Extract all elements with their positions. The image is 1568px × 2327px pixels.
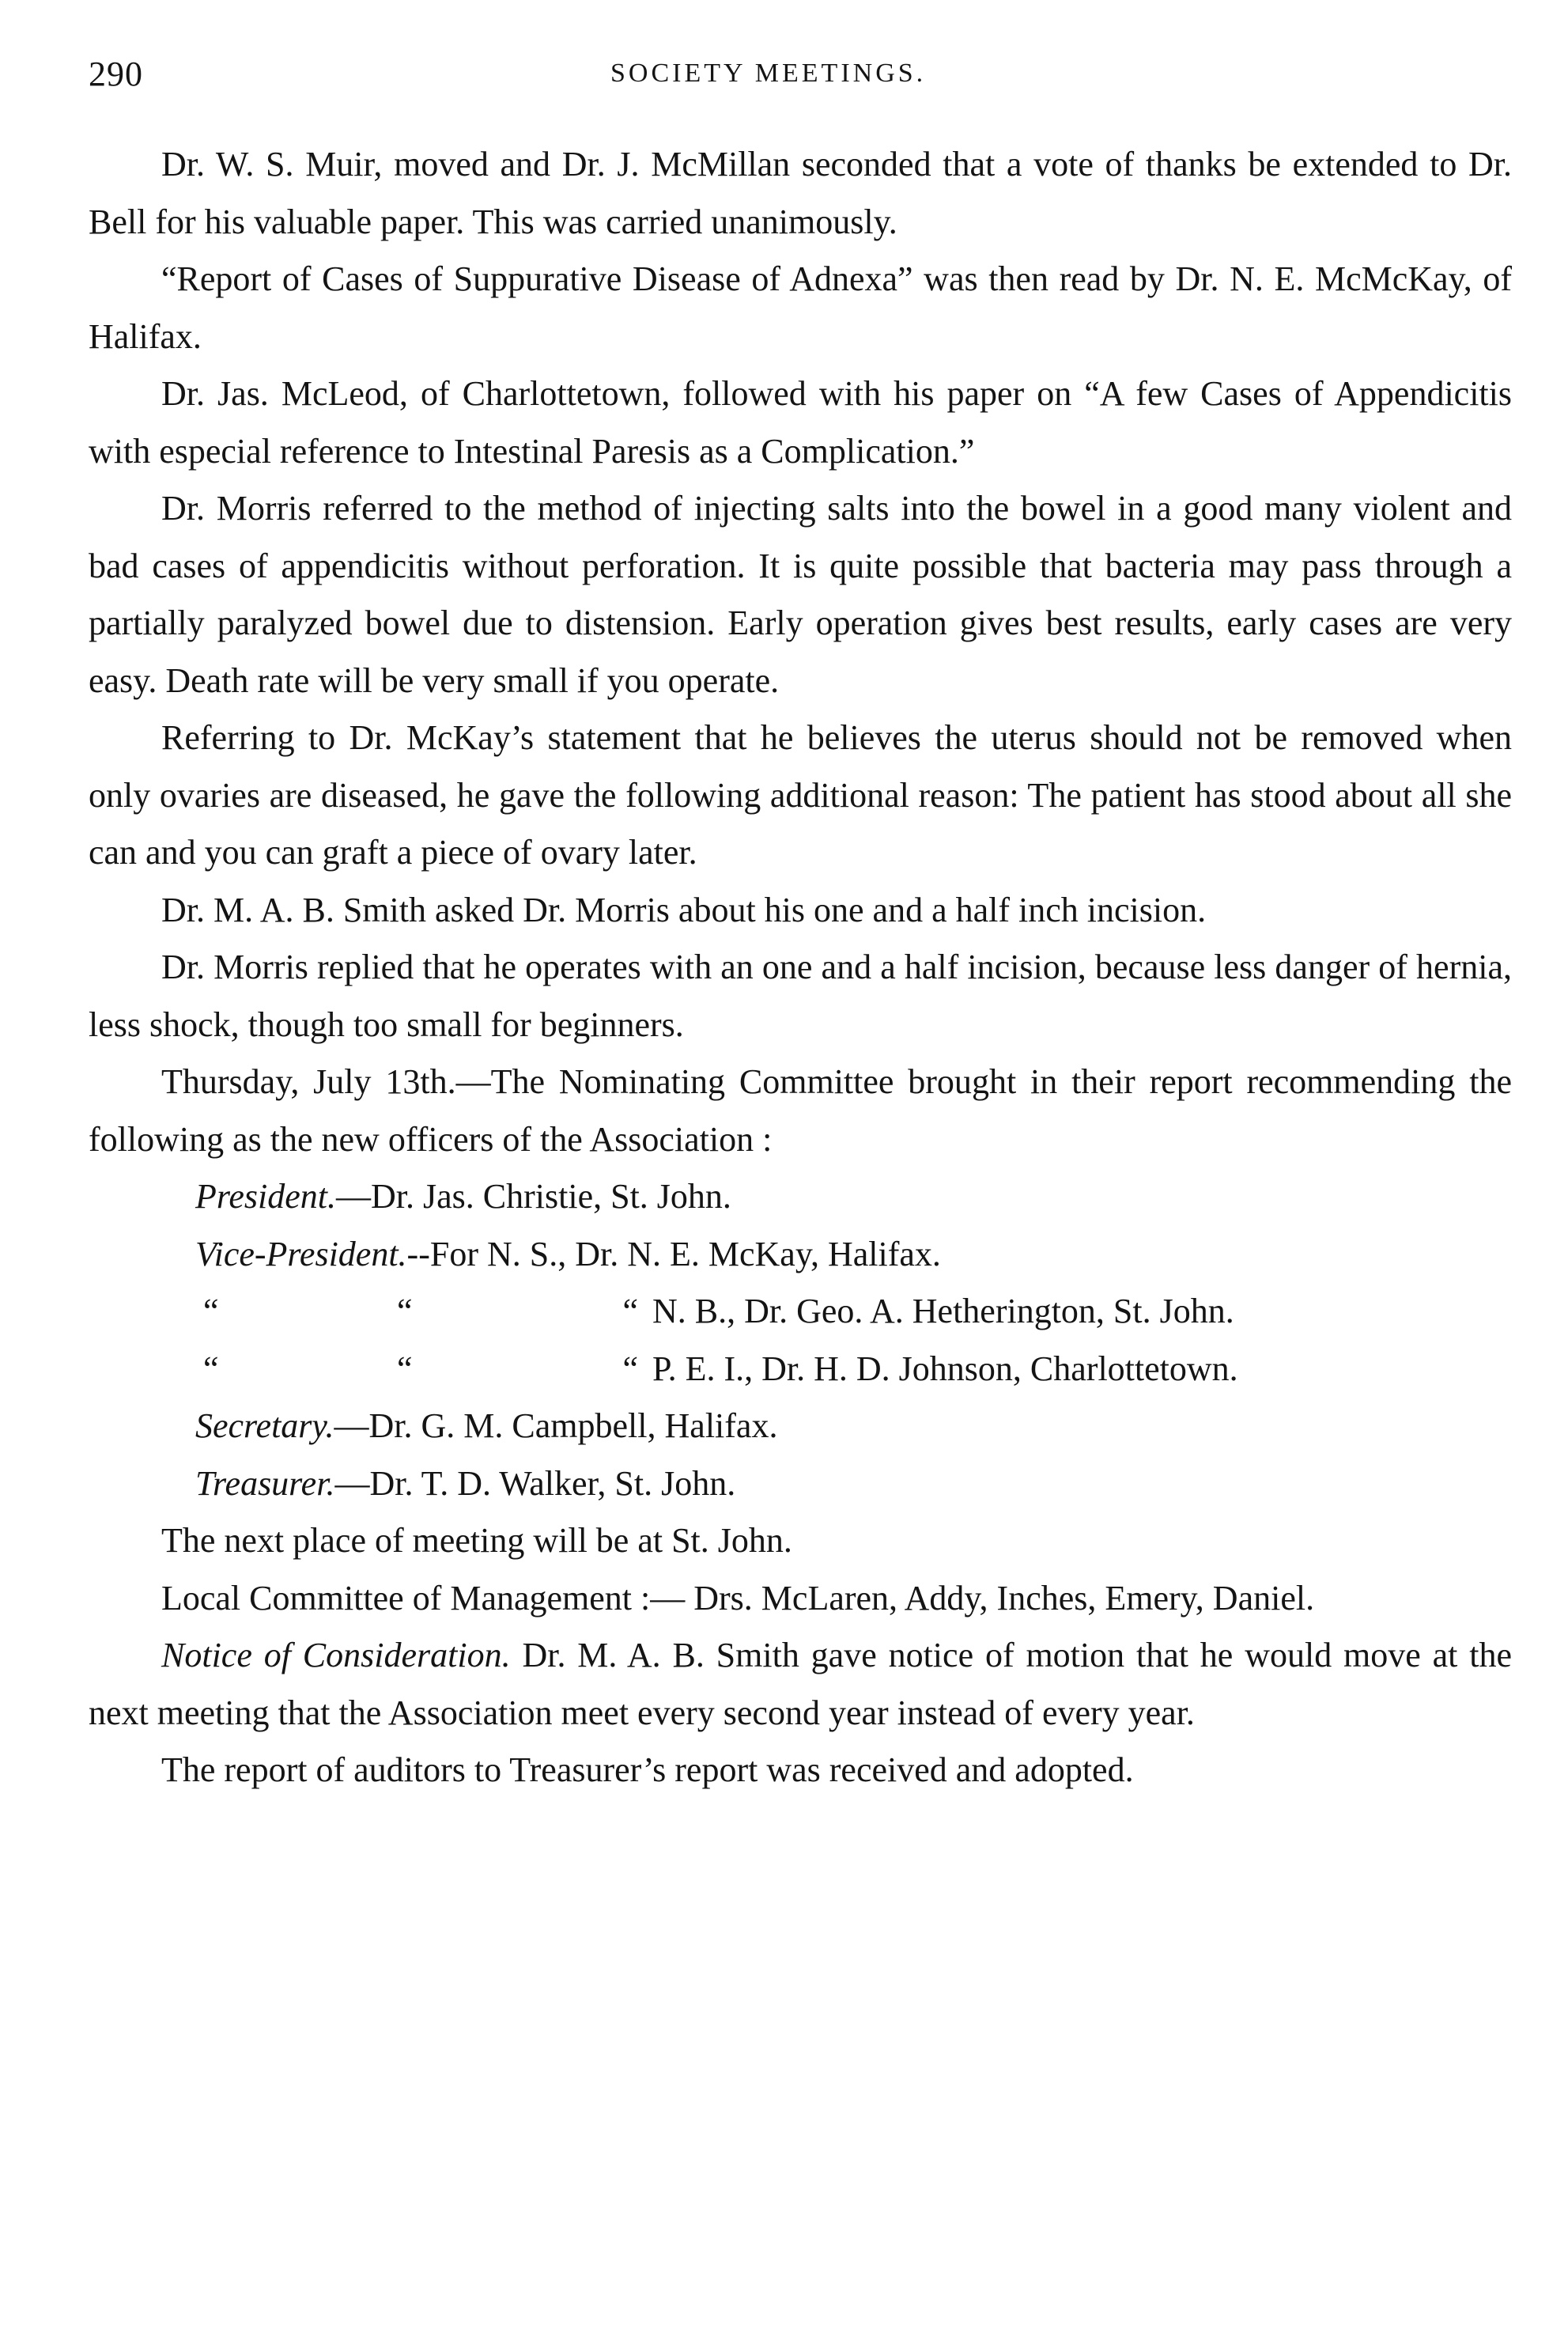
notice-label: Notice of Consideration.: [161, 1636, 511, 1674]
paragraph-nominating-committee: Thursday, July 13th.—The Nominating Committee brought in their report recommending the following as the new officers of the Association :: [89, 1062, 1512, 1159]
paragraph-mckay-uterus: Referring to Dr. McKay’s statement that he believes the uterus should not be removed when only ovaries are diseased, he gave the following additional reason: The patient has stood about all she can and you can graft a piece of ovary later.: [89, 718, 1512, 872]
ditto-mark: “: [203, 1349, 219, 1388]
officer-vice-president-pei: [203, 1341, 1512, 1398]
officer-vice-president-pei-value: P. E. I., Dr. H. D. Johnson, Charlottetown.: [652, 1349, 1238, 1388]
page-header: [0, 54, 1568, 101]
ditto-mark: “: [622, 1349, 638, 1388]
paragraph-morris-reply: Dr. Morris replied that he operates with an one and a half incision, because less danger of hernia, less shock, though too small for beginners.: [89, 948, 1512, 1044]
page-number: 290: [89, 55, 143, 93]
paragraph-mcleod-paper: Dr. Jas. McLeod, of Charlottetown, followed with his paper on “A few Cases of Appendicitis with especial reference to Intestinal Paresis as a Complication.”: [89, 374, 1512, 471]
officer-vice-president-nb: [203, 1283, 1512, 1341]
officer-secretary: [195, 1398, 1512, 1455]
ditto-mark: “: [397, 1349, 413, 1388]
running-head: SOCIETY MEETINGS.: [610, 59, 927, 88]
paragraph-report-adnexa: “Report of Cases of Suppurative Disease of Adnexa” was then read by Dr. N. E. McMcKay, of Halifax.: [89, 259, 1512, 356]
paragraph-vote-of-thanks: Dr. W. S. Muir, moved and Dr. J. McMillan seconded that a vote of thanks be extended to Dr. Bell for his valuable paper. This was carried unanimously.: [89, 145, 1512, 241]
paragraph-next-meeting: The next place of meeting will be at St. John.: [161, 1521, 792, 1560]
paragraph-auditors-report: The report of auditors to Treasurer’s report was received and adopted.: [161, 1750, 1134, 1789]
officer-vice-president-nb-value: N. B., Dr. Geo. A. Hetherington, St. John.: [652, 1292, 1234, 1330]
paragraph-notice-of-consideration: [89, 1627, 1512, 1742]
ditto-mark: “: [622, 1292, 638, 1330]
officer-secretary-label: Secretary.: [195, 1406, 334, 1445]
officer-president-label: President.: [195, 1177, 336, 1216]
officer-treasurer: [195, 1455, 1512, 1513]
officers-list: [89, 1168, 1512, 1512]
paragraph-smith-question: Dr. M. A. B. Smith asked Dr. Morris about his one and a half inch incision.: [161, 890, 1207, 929]
paragraph-local-committee: Local Committee of Management :— Drs. McLaren, Addy, Inches, Emery, Daniel.: [161, 1578, 1315, 1618]
officer-vice-president-ns: [195, 1226, 1512, 1284]
officer-president: [195, 1168, 1512, 1226]
page-body: [89, 136, 1512, 1799]
notice-text: Dr. M. A. B. Smith gave notice of motion that he would move at the next meeting that the Association meet every second year instead of every year.: [89, 1636, 1513, 1732]
officer-president-value: —Dr. Jas. Christie, St. John.: [336, 1177, 731, 1216]
ditto-mark: “: [397, 1292, 413, 1330]
paragraph-morris-salts: Dr. Morris referred to the method of injecting salts into the bowel in a good many violent and bad cases of appendicitis without perforation. It is quite possible that bacteria may pass through a partially paralyzed bowel due to distension. Early operation gives best results, early cases are very easy. Death rate will be very small if you operate.: [89, 489, 1512, 700]
officer-treasurer-value: —Dr. T. D. Walker, St. John.: [334, 1463, 736, 1503]
officer-treasurer-label: Treasurer.: [195, 1463, 335, 1503]
officer-secretary-value: —Dr. G. M. Campbell, Halifax.: [334, 1406, 778, 1445]
officer-vice-president-ns-value: --For N. S., Dr. N. E. McKay, Halifax.: [406, 1234, 941, 1273]
ditto-mark: “: [203, 1292, 219, 1330]
officer-vice-president-label: Vice-President.: [195, 1234, 407, 1273]
